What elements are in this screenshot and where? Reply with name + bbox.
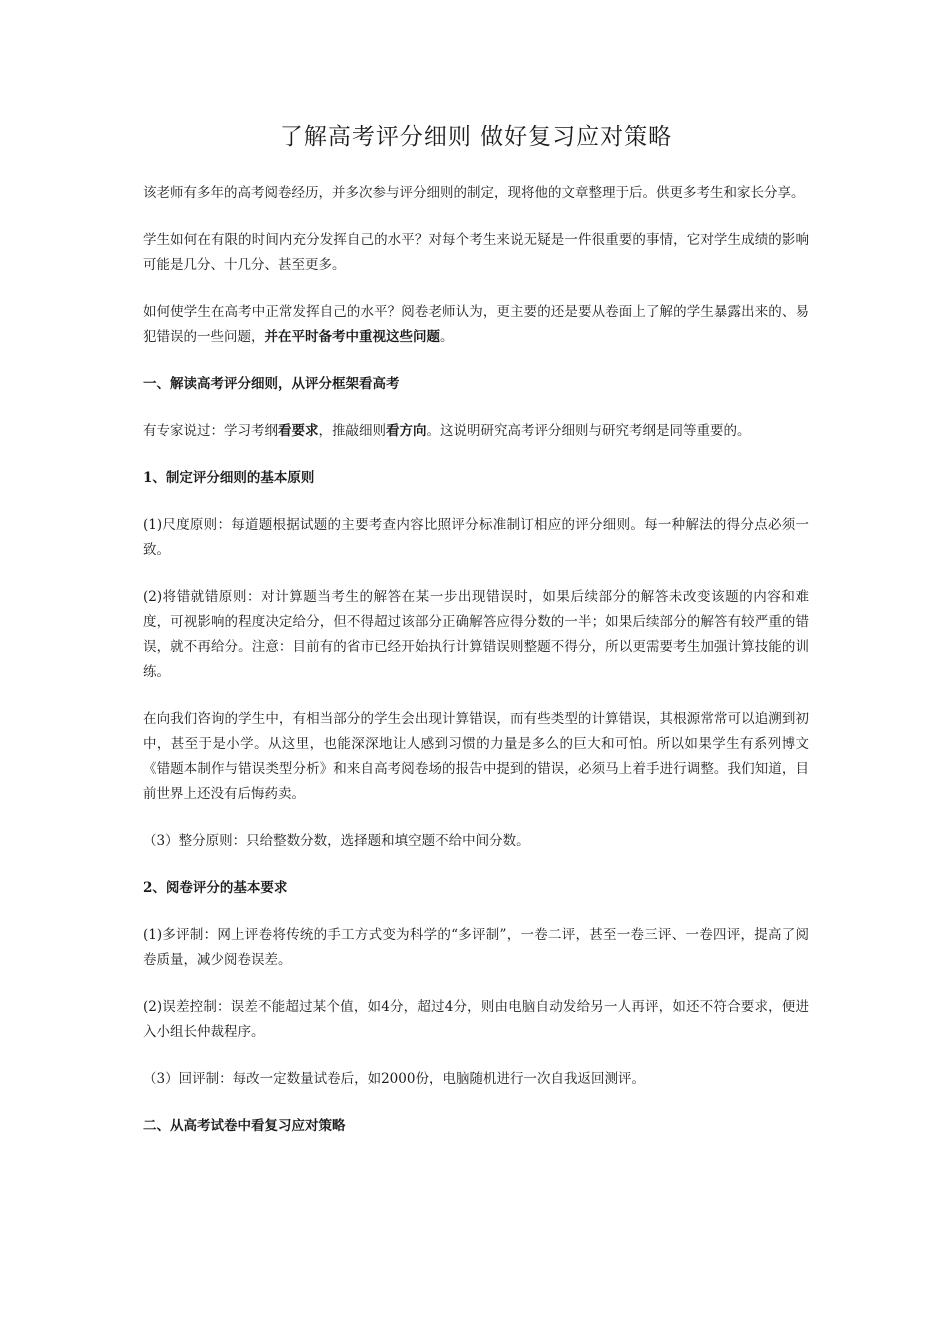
intro-paragraph-3-text: 如何使学生在高考中正常发挥自己的水平？阅卷老师认为，更主要的还是要从卷面上了解的学生暴露出来的、易犯错误的一些问题， <box>143 304 809 345</box>
subsection-1-paragraph-3: 在向我们咨询的学生中，有相当部分的学生会出现计算错误，而有些类型的计算错误，其根源常常可以追溯到初中，甚至于是小学。从这里，也能深深地让人感到习惯的力量是多么的巨大和可怕。所以如果学生有系列博文《错题本制作与错误类型分析》和来自高考阅卷场的报告中提到的错误，必须马上着手进行调整。我们知道，目前世界上还没有后悔药卖。 <box>143 711 809 802</box>
intro-paragraph-2: 学生如何在有限的时间内充分发挥自己的水平？对每个考生来说无疑是一件很重要的事情，它对学生成绩的影响可能是几分、十几分、甚至更多。 <box>143 232 809 273</box>
document-page <box>143 118 809 1161</box>
intro-paragraph-3-bold: 并在平时备考中重视这些问题 <box>264 329 440 345</box>
section-2-heading: 二、从高考试卷中看复习应对策略 <box>143 1118 346 1134</box>
subsection-1-paragraph-1: (1)尺度原则：每道题根据试题的主要考查内容比照评分标准制订相应的评分细则。每一种解法的得分点必须一致。 <box>143 517 809 558</box>
section-1-text-c: ，推敲细则 <box>318 423 386 439</box>
section-1-heading: 一、解读高考评分细则，从评分框架看高考 <box>143 376 400 392</box>
section-1-bold-d: 看方向 <box>386 423 427 439</box>
section-1-text-a: 有专家说过：学习考纲 <box>143 423 278 439</box>
section-1-bold-b: 看要求 <box>278 423 319 439</box>
section-1-text-e: 。这说明研究高考评分细则与研究考纲是同等重要的。 <box>426 423 751 439</box>
page-title: 了解高考评分细则 做好复习应对策略 <box>279 124 673 150</box>
subsection-1-heading: 1、制定评分细则的基本原则 <box>143 470 315 486</box>
subsection-1-paragraph-4: （3）整分原则：只给整数分数，选择题和填空题不给中间分数。 <box>143 833 530 849</box>
section-1-paragraph <box>143 419 809 444</box>
subsection-2-paragraph-3: （3）回评制：每改一定数量试卷后，如2000份，电脑随机进行一次自我返回测评。 <box>143 1071 645 1087</box>
subsection-2-paragraph-1: (1)多评制：网上评卷将传统的手工方式变为科学的“多评制”，一卷二评，甚至一卷三评、一卷四评，提高了阅卷质量，减少阅卷误差。 <box>143 927 809 968</box>
intro-paragraph-3 <box>143 300 809 350</box>
subsection-1-paragraph-2: (2)将错就错原则：对计算题当考生的解答在某一步出现错误时，如果后续部分的解答未改变该题的内容和难度，可视影响的程度决定给分，但不得超过该部分正确解答应得分数的一半；如果后续部分的解答有较严重的错误，就不再给分。注意：目前有的省市已经开始执行计算错误则整题不得分，所以更需要考生加强计算技能的训练。 <box>143 589 809 680</box>
subsection-2-heading: 2、阅卷评分的基本要求 <box>143 880 288 896</box>
subsection-2-paragraph-2: (2)误差控制：误差不能超过某个值，如4分，超过4分，则由电脑自动发给另一人再评，如还不符合要求，便进入小组长仲裁程序。 <box>143 999 809 1040</box>
intro-paragraph-3-end: 。 <box>440 329 454 345</box>
intro-paragraph-1: 该老师有多年的高考阅卷经历，并多次参与评分细则的制定，现将他的文章整理于后。供更多考生和家长分享。 <box>143 185 805 201</box>
